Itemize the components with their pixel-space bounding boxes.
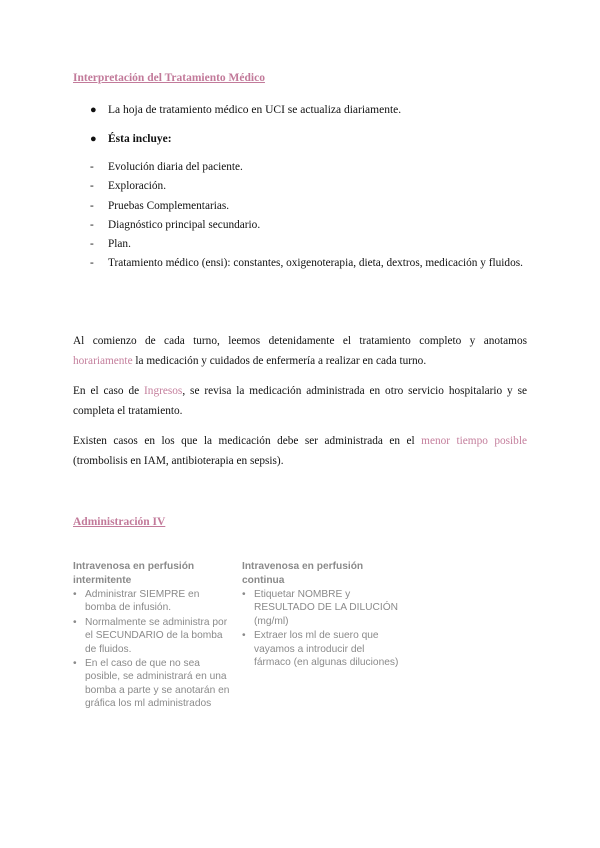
list-item: • Extraer los ml de suero que vayamos a introducir del fármaco (en algunas diluciones) [242,630,399,669]
bullet-item [90,133,172,145]
section-heading-administracion: Administración IV [73,516,166,528]
list-item: • Normalmente se administra por el SECUNDARIO de la bomba de fluidos. [73,616,228,655]
highlight-text: Ingresos [144,385,183,397]
list-item: - Tratamiento médico (ensi): constantes, oxigenoterapia, dieta, dextros, medicación y fluidos. [90,257,523,270]
column-title: Intravenosa en perfusión intermitente [73,561,195,586]
list-item: - Plan. [90,238,131,251]
column-title: Intravenosa en perfusión continua [242,561,364,586]
list-item: • En el caso de que no sea posible, se administrará en una bomba a parte y se anotarán en gráfica los ml administrados [73,658,230,710]
highlight-text: menor tiempo posible [421,435,527,447]
section-heading-tratamiento: Interpretación del Tratamiento Médico [73,72,265,84]
list-item: • Administrar SIEMPRE en bomba de infusión. [73,589,200,614]
paragraph-turno: Al comienzo de cada turno, leemos detenidamente el tratamiento completo y anotamos horariamente la medicación y cuidados de enfermería a realizar en cada turno. [73,335,527,367]
bullet-text: La hoja de tratamiento médico en UCI se actualiza diariamente. [108,104,402,116]
bullet-dot-icon: ● [90,133,97,145]
paragraph-ingresos: En el caso de Ingresos, se revisa la medicación administrada en otro servicio hospitalario y se completa el tratamiento. [73,385,528,417]
column-intermitente [73,560,231,712]
list-item: - Exploración. [90,180,167,193]
list-item: - Diagnóstico principal secundario. [90,218,261,231]
highlight-text: horariamente [73,355,133,367]
column-continua [242,560,404,670]
list-item: - Pruebas Complementarias. [90,199,230,212]
list-item: - Evolución diaria del paciente. [90,161,243,173]
paragraph-urgencia: Existen casos en los que la medicación debe ser administrada en el menor tiempo posible (trombolisis en IAM, antibioterapia en sepsis). [73,435,527,467]
bullet-text: Ésta incluye: [108,133,172,145]
bullet-dot-icon: ● [90,104,97,116]
includes-list [90,161,523,277]
list-item: • Etiquetar NOMBRE y RESULTADO DE LA DILUCIÓN (mg/ml) [242,589,398,627]
bullet-item [90,104,401,116]
